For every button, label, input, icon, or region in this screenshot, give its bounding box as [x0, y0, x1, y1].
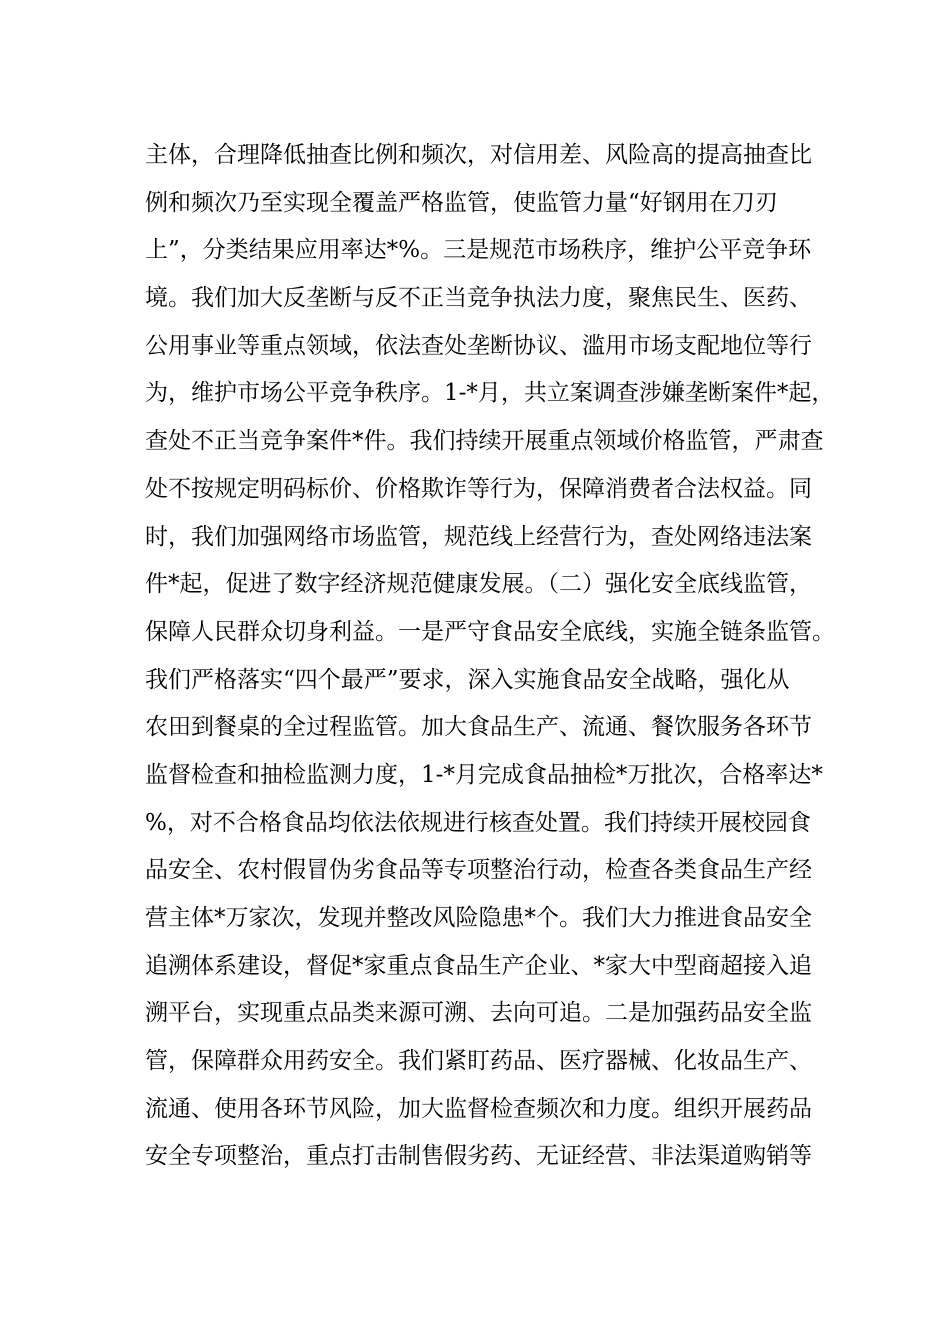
text-line: 保障人民群众切身利益。一是严守食品安全底线，实施全链条监管。 — [145, 618, 835, 645]
text-line: 品安全、农村假冒伪劣食品等专项整治行动，检查各类食品生产经 — [145, 857, 812, 884]
text-line: 农田到餐桌的全过程监管。加大食品生产、流通、餐饮服务各环节 — [145, 714, 812, 741]
text-line: 查处不正当竞争案件*件。我们持续开展重点领域价格监管，严肃查 — [145, 428, 824, 455]
text-line: 管，保障群众用药安全。我们紧盯药品、医疗器械、化妆品生产、 — [145, 1048, 812, 1075]
text-line: 主体，合理降低抽查比例和频次，对信用差、风险高的提高抽查比 — [145, 142, 812, 168]
text-line: 监督检查和抽检监测力度，1-*月完成食品抽检*万批次，合格率达* — [145, 761, 823, 788]
body-text — [145, 132, 835, 1181]
text-line: 例和频次乃至实现全覆盖严格监管，使监管力量“好钢用在刀刃 — [145, 189, 778, 216]
text-line: 营主体*万家次，发现并整改风险隐患*个。我们大力推进食品安全 — [145, 905, 812, 931]
text-line: 上”，分类结果应用率达*%。三是规范市场秩序，维护公平竞争环 — [145, 237, 812, 264]
text-line: 我们严格落实“四个最严”要求，深入实施食品安全战略，强化从 — [145, 666, 790, 693]
text-line: 件*起，促进了数字经济规范健康发展。（二）强化安全底线监管， — [145, 571, 812, 598]
text-line: 境。我们加大反垄断与反不正当竞争执法力度，聚焦民生、医药、 — [145, 285, 812, 312]
text-line: 溯平台，实现重点品类来源可溯、去向可追。二是加强药品安全监 — [145, 1000, 812, 1027]
text-line: 安全专项整治，重点打击制售假劣药、无证经营、非法渠道购销等 — [145, 1143, 812, 1170]
text-line: 处不按规定明码标价、价格欺诈等行为，保障消费者合法权益。同 — [145, 475, 812, 502]
text-line: 追溯体系建设，督促*家重点食品生产企业、*家大中型商超接入追 — [145, 952, 812, 979]
text-line: 流通、使用各环节风险，加大监督检查频次和力度。组织开展药品 — [145, 1095, 812, 1122]
text-line: 时，我们加强网络市场监管，规范线上经营行为，查处网络违法案 — [145, 523, 812, 550]
text-line: %，对不合格食品均依法依规进行核查处置。我们持续开展校园食 — [145, 809, 811, 836]
text-line: 为，维护市场公平竞争秩序。1-*月，共立案调查涉嫌垄断案件*起， — [145, 380, 835, 407]
text-line: 公用事业等重点领域，依法查处垄断协议、滥用市场支配地位等行 — [145, 332, 812, 359]
